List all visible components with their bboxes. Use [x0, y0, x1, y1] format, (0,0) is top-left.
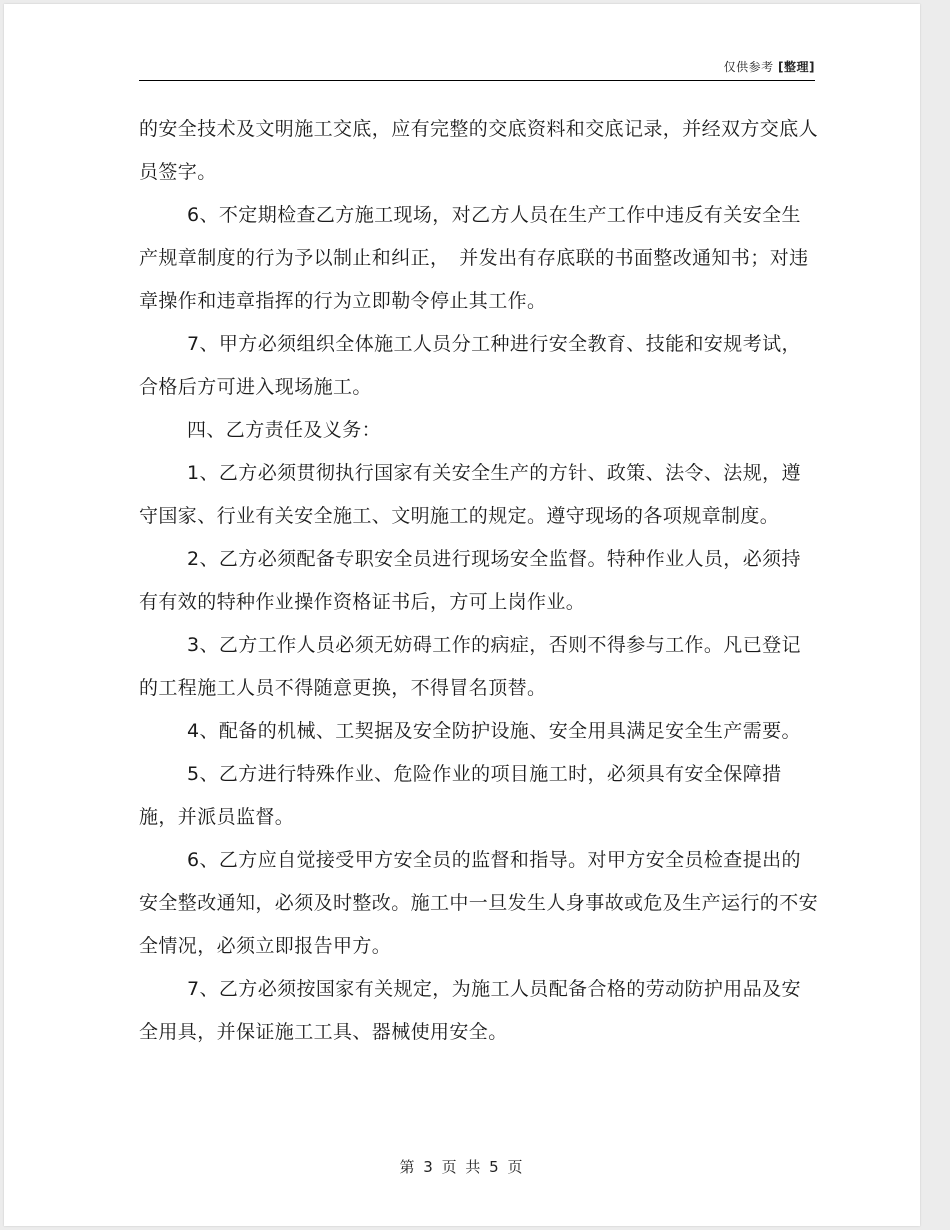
paragraph: 1、乙方必须贯彻执行国家有关安全生产的方针、政策、法令、法规，遵守国家、行业有关安全施工、文明施工的规定。遵守现场的各项规章制度。: [139, 462, 801, 527]
page-header: [139, 58, 815, 81]
header-reference-text: 仅供参考: [723, 60, 774, 74]
document-page: [4, 4, 920, 1226]
document-body: [139, 108, 819, 1054]
paragraph: 7、甲方必须组织全体施工人员分工种进行安全教育、技能和安规考试，合格后方可进入现场施工。: [139, 333, 801, 398]
header-tag: [整理]: [778, 60, 815, 74]
paragraph: 6、不定期检查乙方施工现场，对乙方人员在生产工作中违反有关安全生产规章制度的行为予以制止和纠正， 并发出有存底联的书面整改通知书；对违章操作和违章指挥的行为立即勒令停止其工作。: [139, 204, 809, 312]
paragraph: 7、乙方必须按国家有关规定，为施工人员配备合格的劳动防护用品及安全用具，并保证施工工具、器械使用安全。: [139, 978, 801, 1043]
section-heading: 四、乙方责任及义务：: [187, 419, 382, 441]
paragraph: 5、乙方进行特殊作业、危险作业的项目施工时，必须具有安全保障措施，并派员监督。: [139, 763, 782, 828]
header-label: [724, 58, 815, 75]
page-number-footer: 第 3 页 共 5 页: [399, 1158, 525, 1176]
paragraph: 的安全技术及文明施工交底，应有完整的交底资料和交底记录，并经双方交底人员签字。: [139, 118, 819, 183]
paragraph: 4、配备的机械、工契据及安全防护设施、安全用具满足安全生产需要。: [187, 720, 801, 742]
paragraph: 2、乙方必须配备专职安全员进行现场安全监督。特种作业人员，必须持有有效的特种作业操作资格证书后，方可上岗作业。: [139, 548, 801, 613]
paragraph: 3、乙方工作人员必须无妨碍工作的病症，否则不得参与工作。凡已登记的工程施工人员不得随意更换，不得冒名顶替。: [139, 634, 801, 699]
paragraph: 6、乙方应自觉接受甲方安全员的监督和指导。对甲方安全员检查提出的安全整改通知，必须及时整改。施工中一旦发生人身事故或危及生产运行的不安全情况，必须立即报告甲方。: [139, 849, 819, 957]
